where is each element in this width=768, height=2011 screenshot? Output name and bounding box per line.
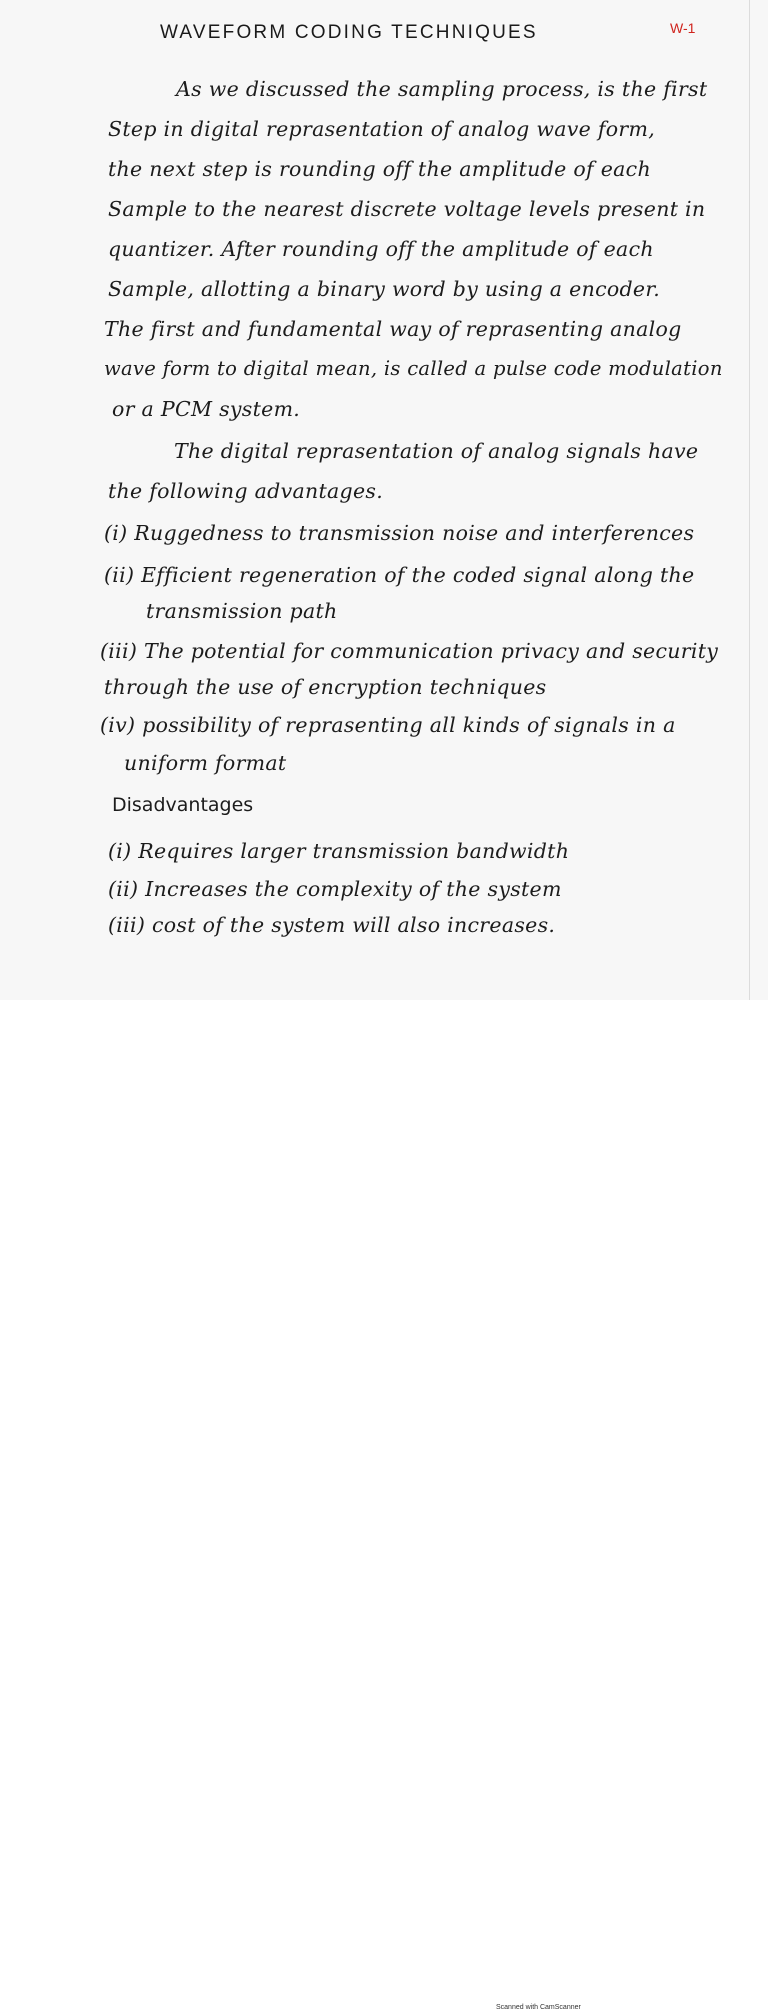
margin-line — [749, 0, 750, 1000]
paragraph-line: Step in digital reprasentation of analog wave form, — [108, 117, 656, 141]
paragraph-line: The digital reprasentation of analog signals have — [174, 439, 699, 463]
advantage-item-continued: transmission path — [146, 599, 338, 623]
disadvantage-item: (iii) cost of the system will also increases. — [108, 913, 556, 937]
disadvantages-heading: Disadvantages — [112, 794, 254, 816]
paragraph-line: quantizer. After rounding off the amplitude of each — [108, 237, 654, 261]
paragraph-line: The first and fundamental way of reprasenting analog — [104, 317, 682, 341]
disadvantage-item: (ii) Increases the complexity of the system — [108, 877, 562, 901]
notebook-page — [0, 0, 768, 1000]
page-title: WAVEFORM CODING TECHNIQUES — [160, 22, 538, 43]
advantage-item: (iv) possibility of reprasenting all kinds of signals in a — [100, 713, 676, 737]
paragraph-line: the following advantages. — [108, 479, 384, 503]
paragraph-line: As we discussed the sampling process, is the first — [176, 77, 708, 101]
advantage-item: (iii) The potential for communication privacy and security — [100, 639, 719, 663]
paragraph-line: Sample, allotting a binary word by using a encoder. — [108, 277, 661, 301]
advantage-item-continued: through the use of encryption techniques — [104, 675, 547, 699]
paragraph-line: or a PCM system. — [112, 397, 301, 421]
footer-strip — [0, 1000, 768, 2011]
paragraph-line: wave form to digital mean, is called a pulse code modulation — [104, 357, 723, 380]
page-number: W-1 — [670, 20, 696, 36]
advantage-item-continued: uniform format — [124, 751, 287, 775]
paragraph-line: the next step is rounding off the amplitude of each — [108, 157, 651, 181]
disadvantage-item: (i) Requires larger transmission bandwidth — [108, 839, 570, 863]
advantage-item: (ii) Efficient regeneration of the coded signal along the — [104, 563, 695, 587]
paragraph-line: Sample to the nearest discrete voltage levels present in — [108, 197, 706, 221]
scanner-watermark: Scanned with CamScanner — [496, 2004, 581, 2011]
advantage-item: (i) Ruggedness to transmission noise and interferences — [104, 521, 695, 545]
